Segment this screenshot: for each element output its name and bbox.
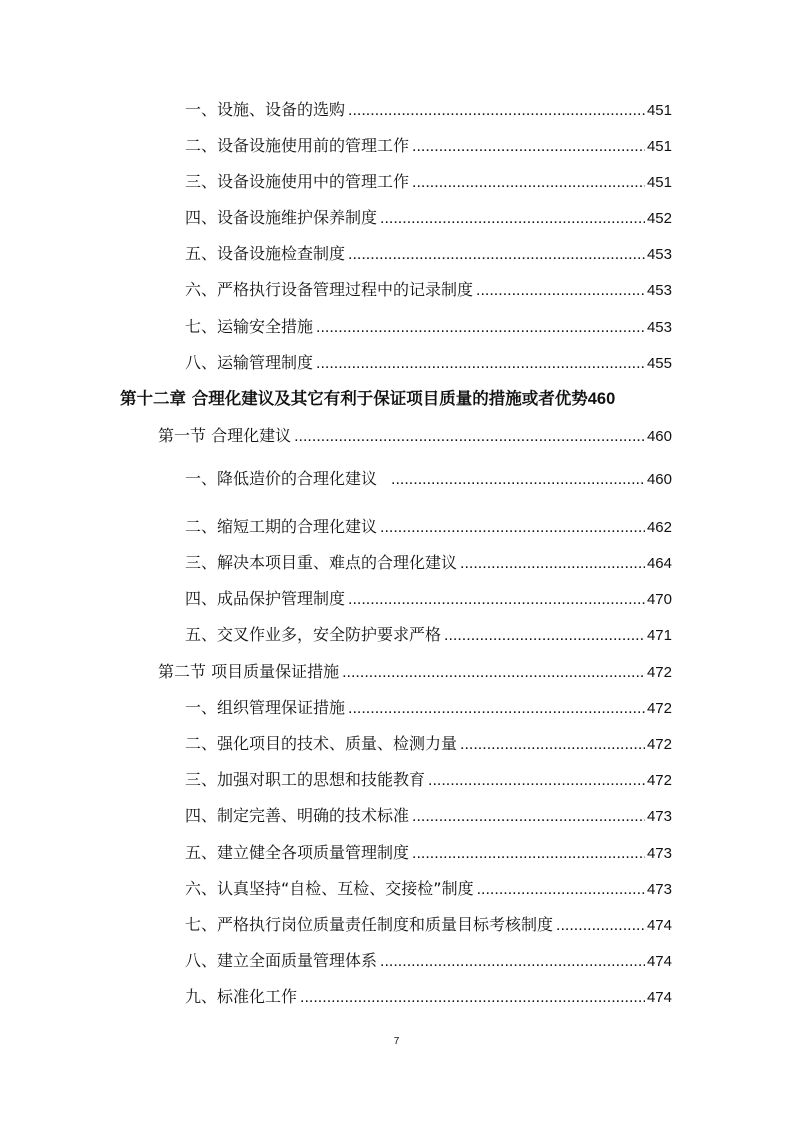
toc-entry[interactable] <box>185 517 672 538</box>
toc-entry-title: 一、降低造价的合理化建议 <box>185 469 378 488</box>
toc-entry-page: 460 <box>646 471 672 488</box>
toc-entry-title: 一、组织管理保证措施 <box>185 698 346 717</box>
toc-entry-page: 453 <box>646 282 672 299</box>
toc-entry-title: 六、严格执行设备管理过程中的记录制度 <box>185 280 474 299</box>
toc-section[interactable] <box>158 662 672 683</box>
toc-entry-page: 472 <box>646 772 672 789</box>
toc-entry[interactable] <box>185 208 672 229</box>
toc-entry[interactable] <box>185 317 672 338</box>
toc-entry-title: 五、交叉作业多，安全防护要求严格 <box>185 625 442 644</box>
toc-entry[interactable] <box>185 469 672 490</box>
toc-entry-page: 451 <box>646 102 672 119</box>
dot-leader <box>444 626 645 646</box>
toc-entry-title: 九、标准化工作 <box>185 987 298 1006</box>
toc-entry-page: 473 <box>646 845 672 862</box>
toc-entry-page: 455 <box>646 355 672 372</box>
toc-entry-title: 七、严格执行岗位质量责任制度和质量目标考核制度 <box>185 915 554 934</box>
toc-entry-title: 四、制定完善、明确的技术标准 <box>185 806 410 825</box>
toc-entry[interactable] <box>185 698 672 719</box>
toc-entry-page: 474 <box>646 989 672 1006</box>
toc-entry[interactable] <box>185 172 672 193</box>
toc-entry-page: 452 <box>646 210 672 227</box>
toc-entry[interactable] <box>185 770 672 791</box>
dot-leader <box>348 245 645 265</box>
toc-entry-title: 四、设备设施维护保养制度 <box>185 208 378 227</box>
toc-entry-page: 471 <box>646 627 672 644</box>
dot-leader <box>294 427 645 447</box>
toc-entry-page: 464 <box>646 555 672 572</box>
toc-entry-title: 八、建立全面质量管理体系 <box>185 951 378 970</box>
toc-entry[interactable] <box>185 951 672 972</box>
toc-entry[interactable] <box>185 915 672 936</box>
dot-leader <box>380 952 645 972</box>
toc-section-page: 472 <box>646 664 672 681</box>
dot-leader <box>412 173 645 193</box>
toc-entry-page: 462 <box>646 519 672 536</box>
toc-section-title: 第一节 合理化建议 <box>158 426 292 445</box>
toc-entry-title: 七、运输安全措施 <box>185 317 314 336</box>
dot-leader <box>348 101 645 121</box>
toc-entry-page: 451 <box>646 174 672 191</box>
page-number: 7 <box>393 1036 400 1047</box>
toc-entry[interactable] <box>185 353 672 374</box>
toc-entry-title: 五、设备设施检查制度 <box>185 244 346 263</box>
toc-entry[interactable] <box>185 879 672 900</box>
toc-entry[interactable] <box>185 100 672 121</box>
toc-entry[interactable] <box>185 589 672 610</box>
toc-entry-page: 470 <box>646 591 672 608</box>
toc-entry[interactable] <box>185 280 672 301</box>
dot-leader <box>316 354 645 374</box>
dot-leader <box>412 137 645 157</box>
dot-leader <box>460 735 645 755</box>
toc-entry[interactable] <box>185 553 672 574</box>
toc-entry[interactable] <box>185 806 672 827</box>
toc-entry-title: 二、设备设施使用前的管理工作 <box>185 136 410 155</box>
toc-entry-title: 二、强化项目的技术、质量、检测力量 <box>185 734 458 753</box>
dot-leader <box>412 807 645 827</box>
toc-entry-page: 472 <box>646 736 672 753</box>
toc-entry-title: 六、认真坚持“自检、互检、交接检”制度 <box>185 879 474 898</box>
toc-entry-title: 三、设备设施使用中的管理工作 <box>185 172 410 191</box>
toc-entry-title: 八、运输管理制度 <box>185 353 314 372</box>
dot-leader <box>348 699 645 719</box>
dot-leader <box>300 988 645 1008</box>
dot-leader <box>477 880 645 900</box>
toc-entry-page: 474 <box>646 953 672 970</box>
toc-entry-page: 451 <box>646 138 672 155</box>
toc-entry[interactable] <box>185 244 672 265</box>
toc-entry-page: 473 <box>646 808 672 825</box>
toc-entry-title: 二、缩短工期的合理化建议 <box>185 517 378 536</box>
toc-chapter-heading[interactable] <box>120 389 680 409</box>
toc-chapter-title: 第十二章 合理化建议及其它有利于保证项目质量的措施或者优势 <box>120 389 588 408</box>
dot-leader <box>380 518 645 538</box>
toc-chapter-page: 460 <box>587 390 616 408</box>
toc-entry-title: 一、设施、设备的选购 <box>185 100 346 119</box>
toc-entry[interactable] <box>185 625 672 646</box>
dot-leader <box>476 281 645 301</box>
dot-leader <box>316 318 645 338</box>
toc-entry[interactable] <box>185 734 672 755</box>
toc-entry-title: 四、成品保护管理制度 <box>185 589 346 608</box>
dot-leader <box>391 470 645 490</box>
toc-entry[interactable] <box>185 987 672 1008</box>
dot-leader <box>342 663 645 683</box>
toc-entry-page: 453 <box>646 319 672 336</box>
toc-entry-title: 三、解决本项目重、难点的合理化建议 <box>185 553 458 572</box>
toc-entry-page: 453 <box>646 246 672 263</box>
toc-entry[interactable] <box>185 843 672 864</box>
toc-entry-page: 473 <box>646 881 672 898</box>
toc-entry-title: 五、建立健全各项质量管理制度 <box>185 843 410 862</box>
dot-leader <box>428 771 645 791</box>
dot-leader <box>412 844 645 864</box>
toc-entry-page: 472 <box>646 700 672 717</box>
toc-entry-page: 474 <box>646 917 672 934</box>
toc-entry-title: 三、加强对职工的思想和技能教育 <box>185 770 426 789</box>
dot-leader <box>380 209 645 229</box>
dot-leader <box>460 554 645 574</box>
toc-section-page: 460 <box>646 428 672 445</box>
dot-leader <box>348 590 645 610</box>
toc-entry[interactable] <box>185 136 672 157</box>
dot-leader <box>556 916 645 936</box>
toc-section-title: 第二节 项目质量保证措施 <box>158 662 340 681</box>
toc-section[interactable] <box>158 426 672 447</box>
